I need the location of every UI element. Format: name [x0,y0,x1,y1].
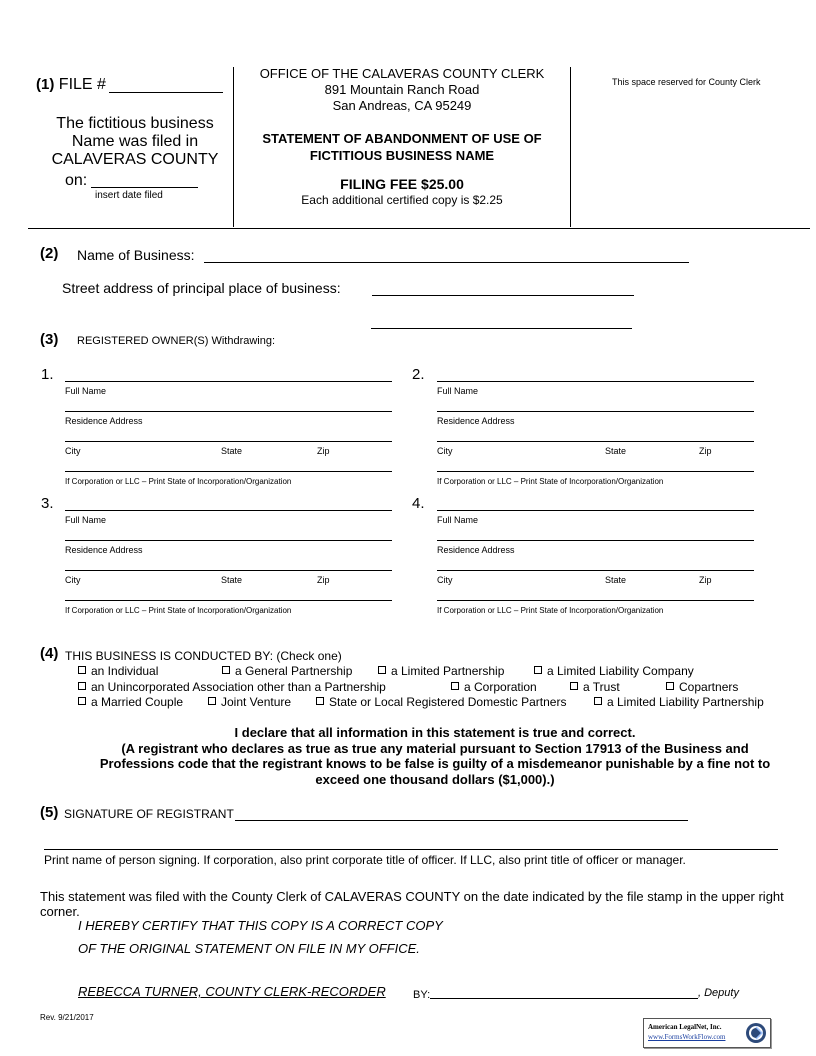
residence-label: Residence Address [65,416,143,426]
section-2-number: (2) [40,245,59,262]
full-name-label: Full Name [437,515,479,525]
by-label: BY: [413,989,431,1001]
city-label: City [437,575,453,585]
owner-2-city-field[interactable] [437,441,754,442]
header-bottom-rule [28,228,810,229]
certify-line-1: I HEREBY CERTIFY THAT THIS COPY IS A CORRECT COPY [78,918,443,933]
business-conducted-label: THIS BUSINESS IS CONDUCTED BY: (Check one) [65,649,342,663]
on-label: on: [65,172,88,189]
deputy-label: , Deputy [698,987,739,999]
deputy-signature-field[interactable] [430,998,698,999]
city-label: City [65,575,81,585]
option-general-partnership[interactable]: a General Partnership [222,664,352,678]
option-unincorporated-association[interactable]: an Unincorporated Association other than a Partnership [78,680,386,694]
city-label: City [437,446,453,456]
owner-3-number: 3. [41,495,54,512]
owner-2-corp-field[interactable] [437,471,754,472]
option-trust[interactable]: a Trust [570,680,620,694]
owner-1-full-name-field[interactable] [65,381,392,382]
state-label: State [221,575,243,585]
street-address-label: Street address of principal place of business: [62,280,341,296]
owner-4-residence-field[interactable] [437,540,754,541]
checkbox-icon[interactable] [534,666,542,674]
copy-fee: Each additional certified copy is $2.25 [301,193,503,207]
option-joint-venture[interactable]: Joint Venture [208,695,291,709]
state-label: State [605,575,627,585]
owner-2-number: 2. [412,366,425,383]
street-address-field[interactable] [372,295,634,296]
checkbox-icon[interactable] [208,697,216,705]
option-llp[interactable]: a Limited Liability Partnership [594,695,764,709]
checkbox-icon[interactable] [78,682,86,690]
fictitious-filed-text: The fictitious business Name was filed in CALAVERAS COUNTY [51,115,219,168]
date-filed-field[interactable] [91,187,198,188]
american-legalnet-logo[interactable] [643,1018,771,1048]
section-3-number: (3) [40,331,59,348]
option-llc[interactable]: a Limited Liability Company [534,664,694,678]
corp-note: If Corporation or LLC – Print State of Incorporation/Organization [65,477,292,486]
business-name-field[interactable] [204,262,689,263]
revision-date: Rev. 9/21/2017 [40,1013,94,1022]
signature-label: SIGNATURE OF REGISTRANT [64,807,234,821]
clerk-reserved-note: This space reserved for County Clerk [612,77,761,87]
owner-4-city-field[interactable] [437,570,754,571]
owner-2-residence-field[interactable] [437,411,754,412]
checkbox-icon[interactable] [316,697,324,705]
residence-label: Residence Address [65,545,143,555]
checkbox-icon[interactable] [78,666,86,674]
office-address: OFFICE OF THE CALAVERAS COUNTY CLERK 891 Mountain Ranch Road San Andreas, CA 95249 [259,66,545,113]
city-label: City [65,446,81,456]
residence-label: Residence Address [437,545,515,555]
section-5-number: (5) [40,804,59,821]
filed-statement: This statement was filed with the County Clerk of CALAVERAS COUNTY on the date indicated by the file stamp in the upper right corner. [40,889,784,919]
globe-icon [744,1021,768,1045]
owner-2-full-name-field[interactable] [437,381,754,382]
certify-line-2: OF THE ORIGINAL STATEMENT ON FILE IN MY OFFICE. [78,941,420,956]
filing-fee: FILING FEE $25.00 [340,176,464,192]
checkbox-icon[interactable] [222,666,230,674]
logo-website: www.FormsWorkFlow.com [648,1033,726,1041]
option-domestic-partners[interactable]: State or Local Registered Domestic Partners [316,695,566,709]
residence-label: Residence Address [437,416,515,426]
signature-field[interactable] [235,820,688,821]
owner-3-city-field[interactable] [65,570,392,571]
print-name-note: Print name of person signing. If corporation, also print corporate title of officer. If LLC, also print title of officer or manager. [44,853,686,867]
option-individual[interactable]: an Individual [78,664,158,678]
registered-owners-label: REGISTERED OWNER(S) Withdrawing: [77,335,276,347]
checkbox-icon[interactable] [570,682,578,690]
checkbox-icon[interactable] [594,697,602,705]
corp-note: If Corporation or LLC – Print State of Incorporation/Organization [437,606,664,615]
owner-3-residence-field[interactable] [65,540,392,541]
corp-note: If Corporation or LLC – Print State of Incorporation/Organization [65,606,292,615]
form-title: STATEMENT OF ABANDONMENT OF USE OF FICTITIOUS BUSINESS NAME [262,131,542,163]
owner-3-full-name-field[interactable] [65,510,392,511]
print-name-field[interactable] [44,849,778,850]
business-name-label: Name of Business: [77,247,195,263]
option-married-couple[interactable]: a Married Couple [78,695,183,709]
declaration: I declare that all information in this statement is true and correct. (A registrant who declares as true as true any material pursuant to Section 17913 of the Business and Professions code that the registrant knows to be false is guilty of a misdemeanor punishable by a fine not to exceed one thousand dollars ($1,000).) [99,725,771,787]
option-corporation[interactable]: a Corporation [451,680,537,694]
owner-4-corp-field[interactable] [437,600,754,601]
owner-3-corp-field[interactable] [65,600,392,601]
owner-1-city-field[interactable] [65,441,392,442]
owner-4-full-name-field[interactable] [437,510,754,511]
corp-note: If Corporation or LLC – Print State of Incorporation/Organization [437,477,664,486]
checkbox-icon[interactable] [666,682,674,690]
checkbox-icon[interactable] [451,682,459,690]
option-copartners[interactable]: Copartners [666,680,738,694]
clerk-name: REBECCA TURNER, COUNTY CLERK-RECORDER [78,984,386,999]
checkbox-icon[interactable] [78,697,86,705]
insert-date-label: insert date filed [95,190,163,201]
zip-label: Zip [317,446,330,456]
owner-4-number: 4. [412,495,425,512]
file-number-section [36,76,106,94]
checkbox-icon[interactable] [378,666,386,674]
zip-label: Zip [699,446,712,456]
option-limited-partnership[interactable]: a Limited Partnership [378,664,504,678]
zip-label: Zip [699,575,712,585]
street-address-field-2[interactable] [371,328,632,329]
state-label: State [221,446,243,456]
full-name-label: Full Name [65,386,107,396]
zip-label: Zip [317,575,330,585]
state-label: State [605,446,627,456]
full-name-label: Full Name [65,515,107,525]
logo-company-name: American LegalNet, Inc. [648,1023,722,1031]
section-4-number: (4) [40,645,59,662]
owner-1-corp-field[interactable] [65,471,392,472]
owner-1-number: 1. [41,366,54,383]
full-name-label: Full Name [437,386,479,396]
section-number: (1) [36,76,55,93]
header-divider-right [570,67,571,227]
file-label: FILE # [58,76,106,93]
owner-1-residence-field[interactable] [65,411,392,412]
file-number-field[interactable] [109,92,223,93]
